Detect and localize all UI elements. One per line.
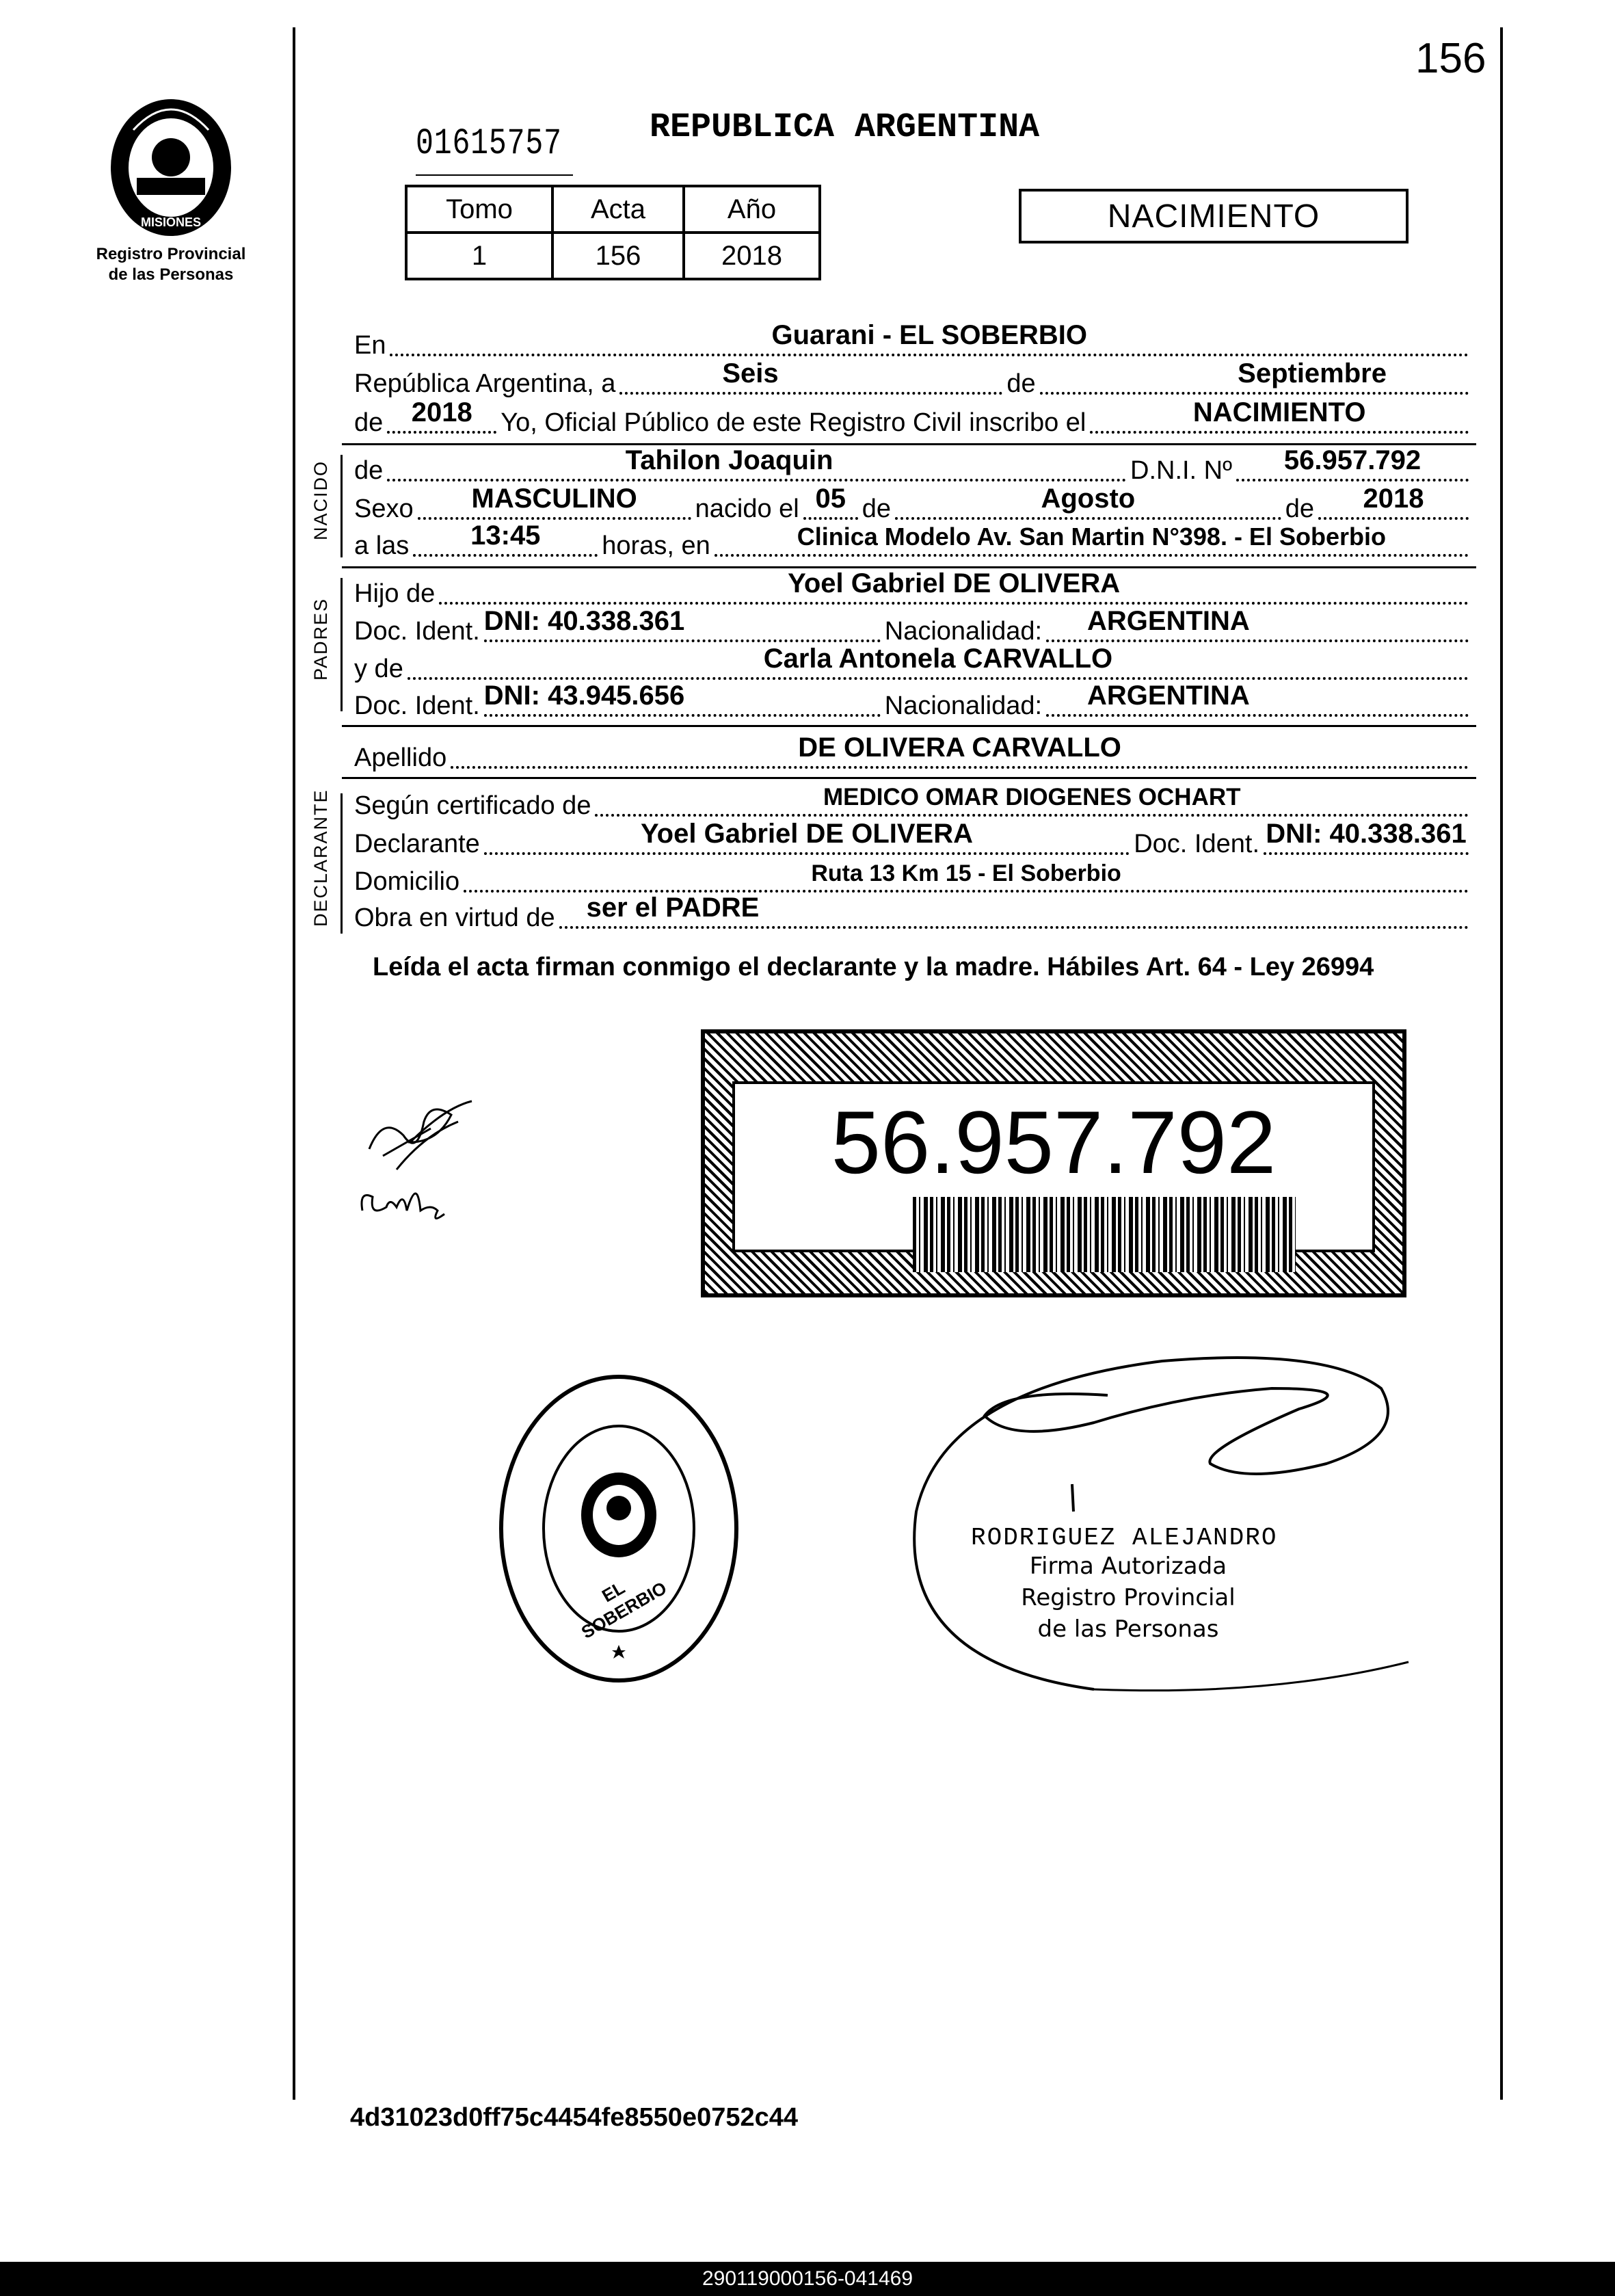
book-table-cell: 156 [552, 233, 684, 279]
field-line [484, 814, 1130, 855]
birth-place: Clinica Modelo Av. San Martin N°398. - El Soberbio [797, 523, 1386, 551]
book-table-header-row [406, 186, 820, 233]
label-de2: de [354, 408, 384, 437]
section-label-padres: PADRES [310, 597, 331, 681]
label-apellido: Apellido [354, 743, 447, 772]
label-segun: Según certificado de [354, 791, 591, 820]
mother-dni: DNI: 43.945.656 [483, 681, 685, 711]
book-table-value-row [406, 233, 820, 279]
section-label-declarante: DECLARANTE [310, 789, 331, 927]
sexo-value: MASCULINO [471, 484, 637, 514]
row-apellido [354, 733, 1473, 776]
registry-name-line2: de las Personas [108, 265, 234, 284]
label-domicilio: Domicilio [354, 867, 460, 896]
dni-stamp [701, 1029, 1406, 1297]
father-dni: DNI: 40.338.361 [483, 606, 685, 636]
right-margin-line [1500, 27, 1503, 2100]
label-nacido-el: nacido el [695, 494, 799, 523]
row-time [354, 520, 1473, 564]
logo-top-text: PROVINCIA DE [131, 88, 211, 99]
field-line [451, 728, 1469, 769]
field-line [715, 516, 1469, 557]
label-a-las: a las [354, 531, 410, 560]
row-mother-doc [354, 681, 1473, 724]
birth-year: 2018 [1363, 484, 1424, 514]
delegation-seal [496, 1371, 742, 1686]
mother-name: Carla Antonela CARVALLO [763, 644, 1113, 674]
signer-title-line2: Registro Provincial [1021, 1584, 1236, 1611]
label-hijo-de: Hijo de [354, 579, 436, 608]
document-type-box [1019, 189, 1409, 243]
signer-name: RODRIGUEZ ALEJANDRO [971, 1524, 1278, 1552]
book-table-header: Tomo [406, 186, 552, 233]
label-inscribo: Yo, Oficial Público de este Registro Civil inscribo el [500, 408, 1086, 437]
field-line [1046, 676, 1469, 717]
left-margin-line [293, 27, 295, 2100]
book-table-header: Año [684, 186, 820, 233]
book-table-cell: 1 [406, 233, 552, 279]
day-value: Seis [722, 358, 779, 388]
book-table [405, 185, 821, 280]
section-label-nacido: NACIDO [310, 460, 331, 540]
field-line [595, 776, 1469, 817]
logo-bottom-text: MISIONES [140, 215, 201, 229]
label-en: En [354, 331, 386, 360]
footer-bar [0, 2262, 1615, 2296]
label-republica: República Argentina, a [354, 369, 616, 398]
book-table-header: Acta [552, 186, 684, 233]
field-line [387, 393, 496, 434]
page-number: 156 [1415, 35, 1486, 82]
field-line [1236, 440, 1469, 481]
label-nacionalidad: Nacionalidad: [884, 617, 1043, 646]
field-line [418, 479, 691, 520]
declarant-signature [356, 1074, 492, 1241]
section-separator [342, 725, 1476, 727]
apellido-value: DE OLIVERA CARVALLO [798, 733, 1121, 763]
birth-time: 13:45 [470, 520, 541, 551]
serial-number: 01615757 [416, 123, 562, 165]
inscribo-value: NACIMIENTO [1192, 397, 1366, 427]
declarante-value: Yoel Gabriel DE OLIVERA [640, 819, 974, 849]
label-nacionalidad: Nacionalidad: [884, 691, 1043, 720]
domicilio-value: Ruta 13 Km 15 - El Soberbio [811, 860, 1121, 886]
field-line [895, 479, 1281, 520]
field-line [413, 516, 598, 557]
field-line [464, 852, 1469, 893]
section-bar-padres [341, 578, 343, 711]
document-type: NACIMIENTO [1107, 198, 1320, 235]
father-nationality: ARGENTINA [1087, 606, 1250, 636]
book-table-cell: 2018 [684, 233, 820, 279]
footer-code: 290119000156-041469 [702, 2267, 913, 2290]
field-line [1318, 479, 1469, 520]
birth-day: 05 [815, 484, 846, 514]
label-sexo: Sexo [354, 494, 414, 523]
section-bar-declarante [341, 793, 343, 934]
label-obra: Obra en virtud de [354, 903, 555, 932]
field-line [619, 354, 1002, 395]
field-line [439, 564, 1469, 605]
country-title: REPUBLICA ARGENTINA [650, 108, 1040, 147]
label-horas-en: horas, en [602, 531, 710, 560]
label-de: de [1006, 369, 1036, 398]
label-declarante-doc: Doc. Ident. [1134, 830, 1259, 858]
seal-inner-text: EL SOBERBIO [577, 1576, 671, 1643]
label-doc-ident: Doc. Ident. [354, 691, 480, 720]
signer-title-line3: de las Personas [1037, 1615, 1219, 1643]
month-value: Septiembre [1238, 358, 1387, 388]
segun-value: MEDICO OMAR DIOGENES OCHART [823, 784, 1241, 810]
signer-title-line1: Firma Autorizada [1029, 1553, 1227, 1580]
dni-stamp-inner [732, 1081, 1375, 1252]
field-line [387, 440, 1126, 481]
father-name: Yoel Gabriel DE OLIVERA [788, 568, 1121, 598]
row-inscribo [354, 397, 1473, 440]
child-name: Tahilon Joaquin [625, 445, 833, 475]
field-line [803, 479, 858, 520]
section-bar-nacido [341, 455, 343, 557]
child-dni: 56.957.792 [1283, 445, 1422, 475]
declarante-dni: DNI: 40.338.361 [1266, 819, 1467, 849]
label-y-de: y de [354, 655, 403, 683]
field-line [484, 676, 881, 717]
label-dni: D.N.I. Nº [1130, 456, 1232, 485]
registry-name-line1: Registro Provincial [96, 245, 246, 263]
legal-text: Leída el acta firman conmigo el declarante y la madre. Hábiles Art. 64 - Ley 26994 [373, 953, 1374, 981]
field-line [390, 315, 1469, 356]
obra-value: ser el PADRE [586, 893, 760, 923]
label-doc-ident: Doc. Ident. [354, 617, 480, 646]
field-line [484, 601, 881, 642]
dni-stamp-number: 56.957.792 [831, 1092, 1277, 1192]
label-de4: de [862, 494, 892, 523]
dni-barcode [913, 1197, 1296, 1272]
birth-month: Agosto [1041, 484, 1136, 514]
field-line [408, 639, 1469, 680]
label-de5: de [1285, 494, 1314, 523]
mother-nationality: ARGENTINA [1087, 681, 1250, 711]
document-hash: 4d31023d0ff75c4454fe8550e0752c44 [350, 2103, 798, 2132]
label-de3: de [354, 456, 384, 485]
field-line [1090, 393, 1469, 434]
place-value: Guarani - EL SOBERBIO [771, 320, 1088, 350]
year-value: 2018 [411, 397, 472, 427]
field-line [1040, 354, 1469, 395]
row-obra [354, 893, 1473, 936]
field-line [559, 888, 1469, 929]
field-line [1046, 601, 1469, 642]
serial-underline [416, 174, 573, 176]
label-declarante: Declarante [354, 830, 480, 858]
field-line [1264, 814, 1469, 855]
